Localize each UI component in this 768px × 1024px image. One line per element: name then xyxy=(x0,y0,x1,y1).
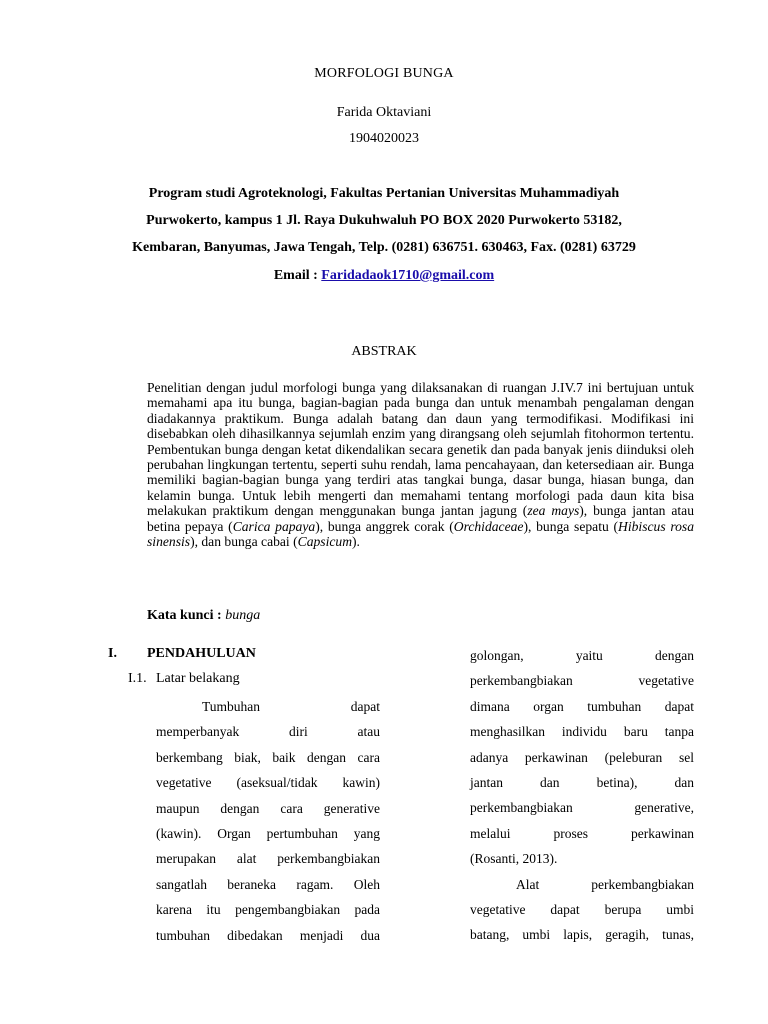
subsection-heading xyxy=(128,671,240,687)
left-column xyxy=(156,694,380,948)
body-line: (Rosanti, 2013). xyxy=(470,851,558,867)
right-column xyxy=(470,643,694,948)
species-name: Carica papaya xyxy=(232,518,316,534)
affiliation xyxy=(0,180,768,261)
body-line: dimana organ tumbuhan dapat xyxy=(470,698,694,714)
subsection-number: I.1. xyxy=(128,671,147,686)
keywords-label: Kata kunci : xyxy=(147,608,226,623)
paper-title: MORFOLOGI BUNGA xyxy=(314,66,454,81)
abstract-body xyxy=(147,380,694,549)
student-id: 1904020023 xyxy=(349,131,419,146)
abstract-text: Penelitian dengan judul morfologi bunga yang dilaksanakan di ruangan J.IV.7 ini bertujuan untuk memahami apa itu bunga, bagian-bagian pada bunga dan untuk menambah pengalaman dengan diadakannya praktikum. Bunga adalah batang dan daun yang termodifikasi. Modifikasi ini disebabkan oleh dihasilkannya sejumlah enzim yang dirangsang oleh sejumlah fitohormon tertentu. Pembentukan bunga dengan ketat dikendalikan secara genetik dan pada banyak jenis diinduksi oleh perubahan lingkungan tertentu, seperti suhu rendah, lama pencahayaan, dan ketersediaan air. Bunga memiliki bagian-bagian bunga yang terdiri atas tangkai bunga, dasar bunga, hiasan bunga, dan kelamin bunga. Untuk lebih mengerti dan memahami tentang morfologi pada daun kita bisa melakukan praktikum dengan menggunakan bunga jantan jagung ( xyxy=(147,380,694,519)
species-name: Orchidaceae xyxy=(453,518,524,534)
body-line: jantan dan betina), dan xyxy=(470,774,694,790)
email-label: Email : xyxy=(273,268,322,283)
abstract-text: ), bunga sepatu ( xyxy=(523,518,619,534)
author-name: Farida Oktaviani xyxy=(336,105,432,120)
body-line: perkembangbiakan vegetative xyxy=(470,673,694,689)
body-line: melalui proses perkawinan xyxy=(470,825,694,841)
body-line: adanya perkawinan (peleburan sel xyxy=(470,749,694,765)
affiliation-line: Program studi Agroteknologi, Fakultas Pertanian Universitas Muhammadiyah xyxy=(148,186,620,201)
section-number: I. xyxy=(108,646,117,661)
abstract-text: ), dan bunga cabai ( xyxy=(190,534,298,550)
body-line: karena itu pengembangbiakan pada xyxy=(156,902,380,918)
body-line: vegetative dapat berupa umbi xyxy=(470,901,694,917)
body-line: merupakan alat perkembangbiakan xyxy=(156,851,380,867)
abstract-text: ), bunga anggrek corak ( xyxy=(315,518,454,534)
body-line: Tumbuhan dapat xyxy=(202,699,380,714)
body-line: tumbuhan dibedakan menjadi dua xyxy=(156,927,380,943)
body-line: sangatlah beraneka ragam. Oleh xyxy=(156,876,380,892)
species-name: zea mays xyxy=(527,503,580,519)
email-link[interactable]: Faridadaok1710@gmail.com xyxy=(321,268,495,283)
species-name: Capsicum xyxy=(297,534,353,550)
section-title: PENDAHULUAN xyxy=(147,646,256,661)
body-line: (kawin). Organ pertumbuhan yang xyxy=(156,825,380,841)
subsection-title: Latar belakang xyxy=(156,671,240,686)
body-line: menghasilkan individu baru tanpa xyxy=(470,724,694,740)
abstract-text: ), bunga jantan atau betina pepaya ( xyxy=(147,503,694,534)
keywords-value: bunga xyxy=(225,608,261,623)
body-line: vegetative (aseksual/tidak kawin) xyxy=(156,775,380,791)
affiliation-line: Kembaran, Banyumas, Jawa Tengah, Telp. (0281) 636751. 630463, Fax. (0281) 63729 xyxy=(132,240,636,255)
abstract-heading: ABSTRAK xyxy=(351,344,417,359)
body-line: Alat perkembangbiakan xyxy=(516,876,694,892)
email-line xyxy=(0,268,768,284)
body-line: perkembangbiakan generative, xyxy=(470,800,694,816)
affiliation-line: Purwokerto, kampus 1 Jl. Raya Dukuhwaluh PO BOX 2020 Purwokerto 53182, xyxy=(146,213,622,228)
abstract-text: ). xyxy=(352,534,360,550)
species-name: Hibiscus rosa sinensis xyxy=(147,518,695,550)
body-line: maupun dengan cara generative xyxy=(156,800,380,816)
body-line: golongan, yaitu dengan xyxy=(470,648,694,663)
body-line: batang, umbi lapis, geragih, tunas, xyxy=(470,927,694,943)
body-line: berkembang biak, baik dengan cara xyxy=(156,749,380,765)
keywords xyxy=(147,608,260,624)
body-line: memperbanyak diri atau xyxy=(156,724,380,740)
